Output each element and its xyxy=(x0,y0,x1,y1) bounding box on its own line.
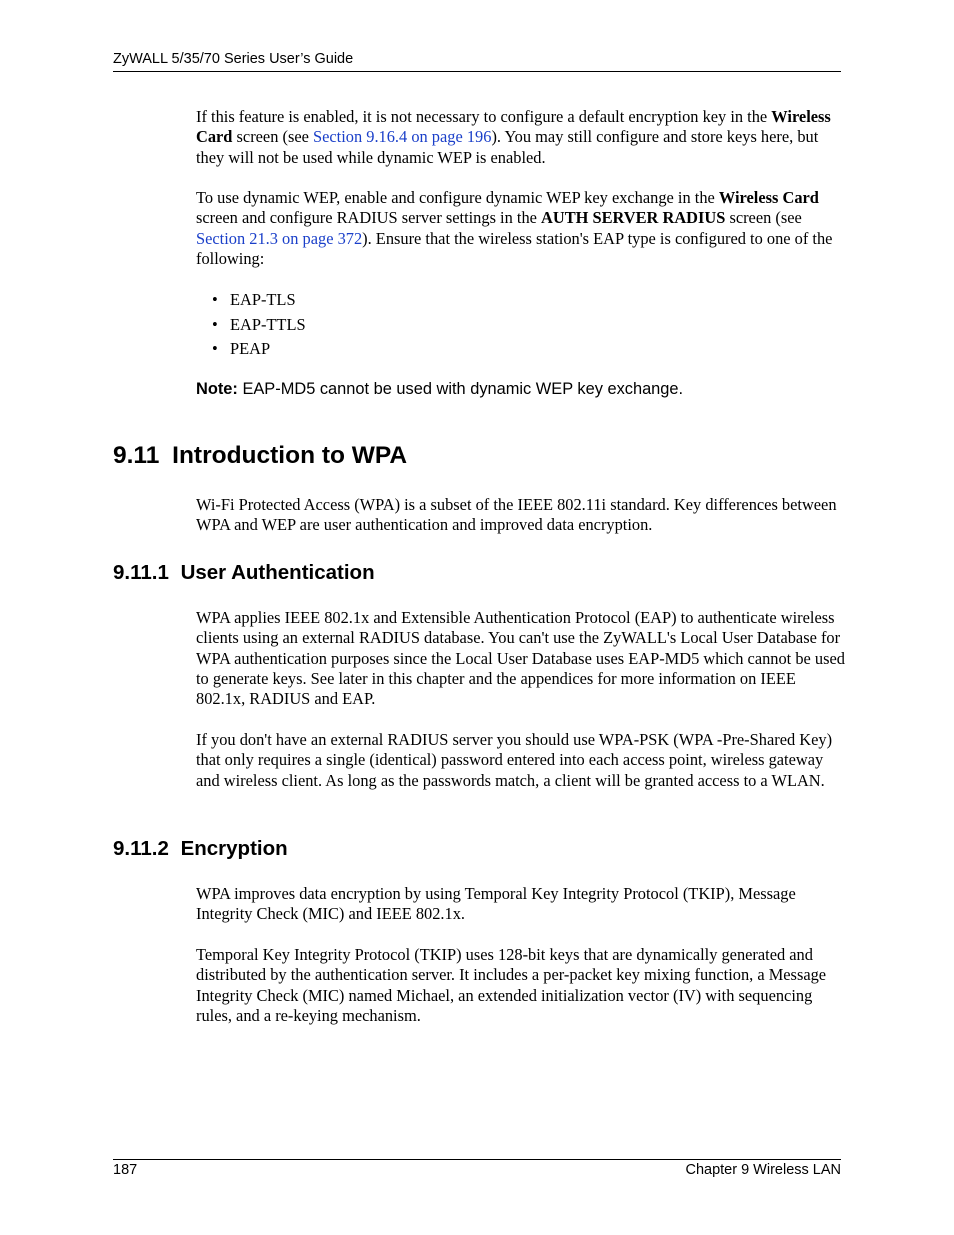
footer-rule xyxy=(113,1159,841,1160)
bold-term: Wireless Card xyxy=(718,188,819,207)
list-item: • EAP-TTLS xyxy=(212,315,306,340)
note-text: EAP-MD5 cannot be used with dynamic WEP key exchange. xyxy=(237,380,684,398)
note xyxy=(196,380,683,399)
bold-term: Wireless Card xyxy=(196,107,831,147)
wpa-intro-paragraph: Wi-Fi Protected Access (WPA) is a subset of the IEEE 802.11i standard. Key differences between WPA and WEP are user authentication and improved data encryption. xyxy=(196,495,837,535)
intro-paragraph-1 xyxy=(196,107,846,168)
section-number: 9.11.2 xyxy=(113,837,169,860)
encryption-paragraph-2: Temporal Key Integrity Protocol (TKIP) uses 128-bit keys that are dynamically generated and distributed by the authentication server. It includes a per-packet key mixing function, a Message Integrity Check (MIC) named Michael, an extended initialization vector (IV) with sequencing rules, and a re-keying mechanism. xyxy=(196,945,827,1025)
chapter-label: Chapter 9 Wireless LAN xyxy=(685,1162,841,1178)
eap-type-list xyxy=(212,290,306,364)
running-header: ZyWALL 5/35/70 Series User’s Guide xyxy=(113,51,354,67)
text: If this feature is enabled, it is not necessary to configure a default encryption key in the xyxy=(196,107,772,126)
text: ). You may still configure and store keys here, but they will not be used while dynamic WEP is enabled. xyxy=(196,127,819,167)
text: screen and configure RADIUS server settings in the xyxy=(196,208,542,228)
section-heading-9-11-2 xyxy=(113,837,288,861)
text: screen (see xyxy=(232,127,313,147)
bold-term: AUTH SERVER RADIUS xyxy=(541,208,726,228)
user-auth-paragraph-2: If you don't have an external RADIUS server you should use WPA-PSK (WPA -Pre-Shared Key) that only requires a single (identical) password entered into each access point, wireless gateway and wireless client. As long as the passwords match, a client will be granted access to a WLAN. xyxy=(196,730,833,790)
list-item: • PEAP xyxy=(212,339,306,364)
text: screen (see xyxy=(725,208,802,228)
list-item: • EAP-TLS xyxy=(212,290,306,315)
section-link-21-3[interactable]: Section 21.3 on page 372 xyxy=(196,228,363,248)
page-number: 187 xyxy=(113,1162,138,1178)
section-title: Encryption xyxy=(180,837,288,860)
note-label: Note: xyxy=(196,380,238,398)
section-heading-9-11-1 xyxy=(113,561,375,585)
encryption-paragraph-1: WPA improves data encryption by using Temporal Key Integrity Protocol (TKIP), Message Integrity Check (MIC) and IEEE 802.1x. xyxy=(196,884,796,924)
intro-paragraph-2 xyxy=(196,188,846,269)
section-title: Introduction to WPA xyxy=(172,442,408,469)
section-link-9-16-4[interactable]: Section 9.16.4 on page 196 xyxy=(312,127,492,147)
section-number: 9.11 xyxy=(113,442,160,469)
text: ). Ensure that the wireless station's EAP type is configured to one of the following: xyxy=(196,228,833,268)
section-heading-9-11 xyxy=(113,442,407,470)
section-title: User Authentication xyxy=(180,561,375,584)
text: To use dynamic WEP, enable and configure dynamic WEP key exchange in the xyxy=(196,188,719,207)
section-number: 9.11.1 xyxy=(113,561,169,584)
user-auth-paragraph-1: WPA applies IEEE 802.1x and Extensible Authentication Protocol (EAP) to authenticate wireless clients using an external RADIUS database. You can't use the ZyWALL's Local User Database for WPA authentication purposes since the Local User Database uses EAP-MD5 which cannot be used to generate keys. See later in this chapter and the appendices for more information on IEEE 802.1x, RADIUS and EAP. xyxy=(196,608,845,709)
header-rule xyxy=(113,71,841,72)
